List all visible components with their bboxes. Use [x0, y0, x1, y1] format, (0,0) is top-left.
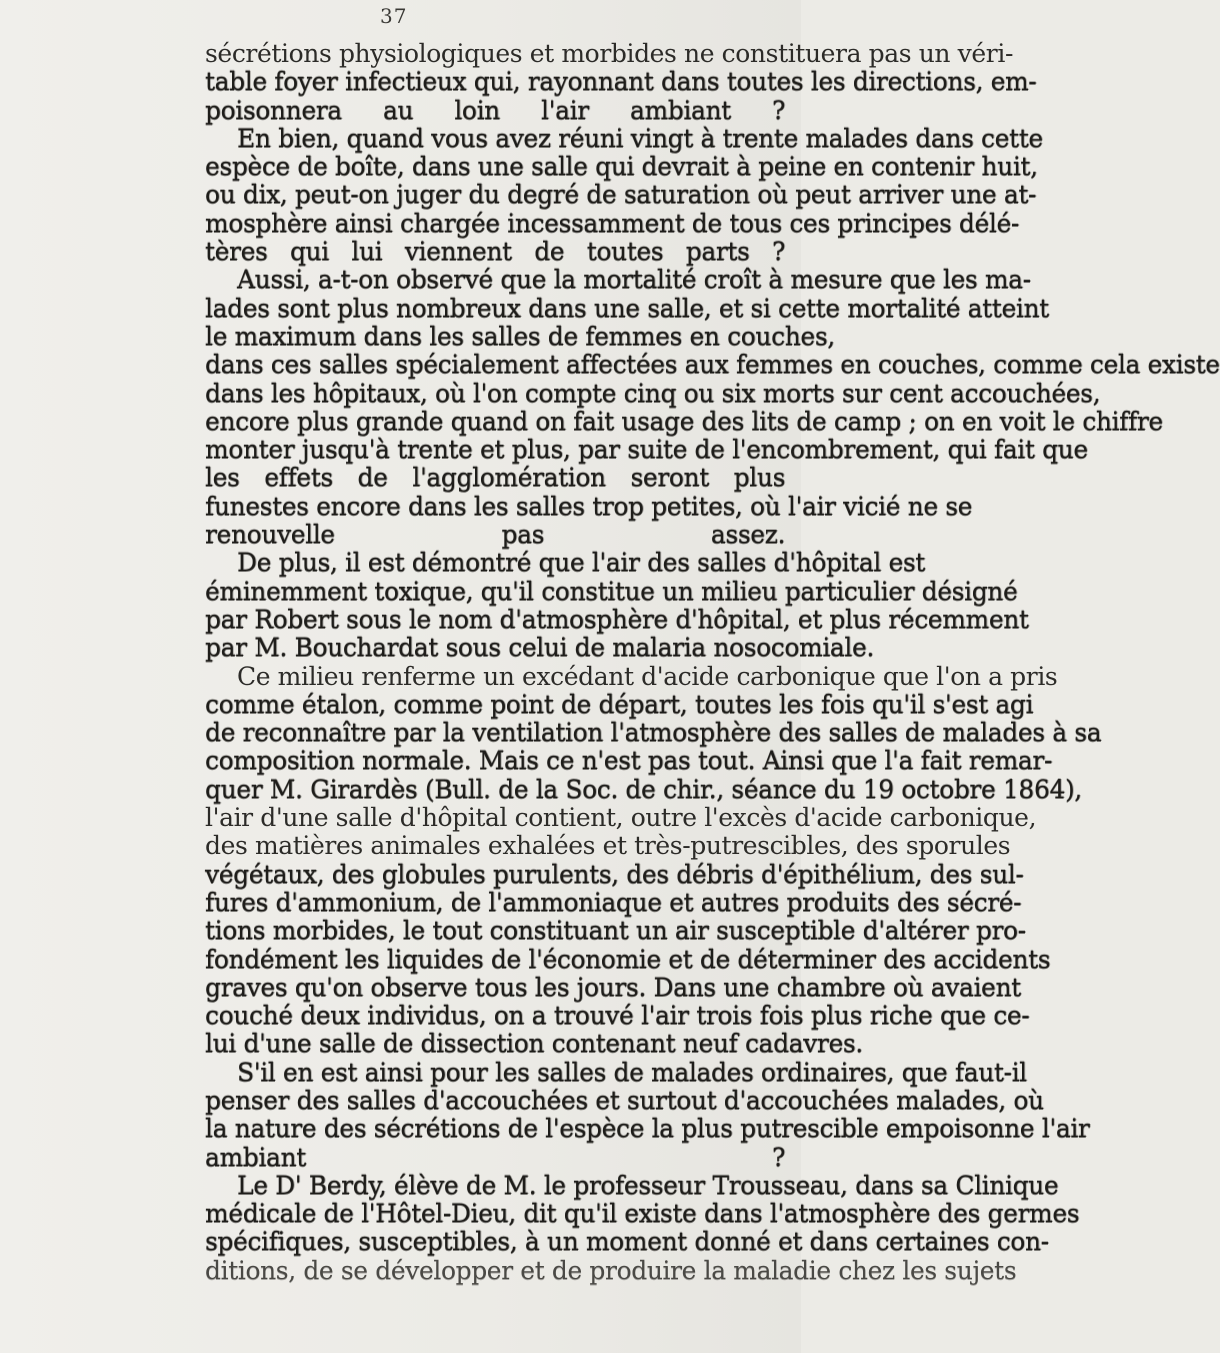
text-line: tions morbides, le tout constituant un air susceptible d'altérer pro- [205, 916, 1026, 946]
text-line: la nature des sécrétions de l'espèce la plus putrescible empoisonne l'air [205, 1114, 1090, 1144]
text-line: poisonnera au loin l'air ambiant ? [205, 95, 785, 125]
text-line: par Robert sous le nom d'atmosphère d'hôpital, et plus récemment [205, 604, 1029, 634]
text-line: de reconnaître par la ventilation l'atmosphère des salles de malades à sa [205, 718, 1102, 748]
text-line: Le D' Berdy, élève de M. le professeur Trousseau, dans sa Clinique [237, 1170, 1059, 1200]
text-line: dans ces salles spécialement affectées aux femmes en couches, comme cela existe [205, 350, 1220, 380]
text-line: lades sont plus nombreux dans une salle, et si cette mortalité atteint [205, 293, 1049, 323]
text-line: éminemment toxique, qu'il constitue un milieu particulier désigné [205, 576, 1018, 606]
text-line: encore plus grande quand on fait usage des lits de camp ; on en voit le chiffre [205, 406, 1163, 436]
text-line: sécrétions physiologiques et morbides ne constituera pas un véri- [205, 39, 1013, 68]
text-line: Aussi, a-t-on observé que la mortalité croît à mesure que les ma- [237, 265, 1031, 295]
text-line: tères qui lui viennent de toutes parts ? [205, 237, 785, 267]
text-line: par M. Bouchardat sous celui de malaria nosocomiale. [205, 633, 874, 663]
text-line: funestes encore dans les salles trop petites, où l'air vicié ne se [205, 491, 973, 521]
text-line: quer M. Girardès (Bull. de la Soc. de chir., séance du 19 octobre 1864), [205, 774, 1082, 804]
text-line: Ce milieu renferme un excédant d'acide carbonique que l'on a pris [237, 661, 1058, 691]
text-line: De plus, il est démontré que l'air des salles d'hôpital est [237, 548, 925, 578]
text-line: l'air d'une salle d'hôpital contient, outre l'excès d'acide carbonique, [205, 803, 1037, 833]
text-line: penser des salles d'accouchées et surtout d'accouchées malades, où [205, 1085, 1044, 1115]
text-line: monter jusqu'à trente et plus, par suite de l'encombrement, qui fait que [205, 435, 1088, 465]
text-line: dans les hôpitaux, où l'on compte cinq ou six morts sur cent accouchées, [205, 378, 1101, 408]
body-text [205, 39, 1220, 1285]
text-line: des matières animales exhalées et très-putrescibles, des sporules [205, 831, 1011, 861]
text-line: spécifiques, susceptibles, à un moment donné et dans certaines con- [205, 1227, 1049, 1257]
text-line: végétaux, des globules purulents, des débris d'épithélium, des sul- [205, 859, 1024, 889]
text-line: médicale de l'Hôtel-Dieu, dit qu'il existe dans l'atmosphère des germes [205, 1199, 1080, 1229]
text-line: table foyer infectieux qui, rayonnant dans toutes les directions, em- [205, 67, 1037, 97]
text-line: les effets de l'agglomération seront plus [205, 463, 785, 493]
text-line: ditions, de se développer et de produire la maladie chez les sujets [205, 1255, 1017, 1285]
text-line: composition normale. Mais ce n'est pas tout. Ainsi que l'a fait remar- [205, 746, 1053, 776]
page-number: 37 [380, 4, 408, 28]
text-line: fures d'ammonium, de l'ammoniaque et autres produits des sécré- [205, 887, 1022, 917]
text-line: En bien, quand vous avez réuni vingt à trente malades dans cette [237, 123, 1043, 153]
text-line: graves qu'on observe tous les jours. Dans une chambre où avaient [205, 972, 1021, 1002]
text-line: fondément les liquides de l'économie et de déterminer des accidents [205, 944, 1051, 974]
text-line: ou dix, peut-on juger du degré de saturation où peut arriver une at- [205, 180, 1037, 210]
text-line: le maximum dans les salles de femmes en couches, [205, 321, 835, 351]
text-line: comme étalon, comme point de départ, toutes les fois qu'il s'est agi [205, 689, 1034, 719]
text-line: espèce de boîte, dans une salle qui devrait à peine en contenir huit, [205, 152, 1038, 182]
text-line: mosphère ainsi chargée incessamment de tous ces principes délé- [205, 208, 1019, 238]
text-line: ambiant ? [205, 1142, 785, 1172]
text-line: lui d'une salle de dissection contenant neuf cadavres. [205, 1029, 863, 1059]
text-line: couché deux individus, on a trouvé l'air trois fois plus riche que ce- [205, 1001, 1030, 1031]
text-line: S'il en est ainsi pour les salles de malades ordinaires, que faut-il [237, 1057, 1027, 1087]
text-line: renouvelle pas assez. [205, 520, 785, 550]
